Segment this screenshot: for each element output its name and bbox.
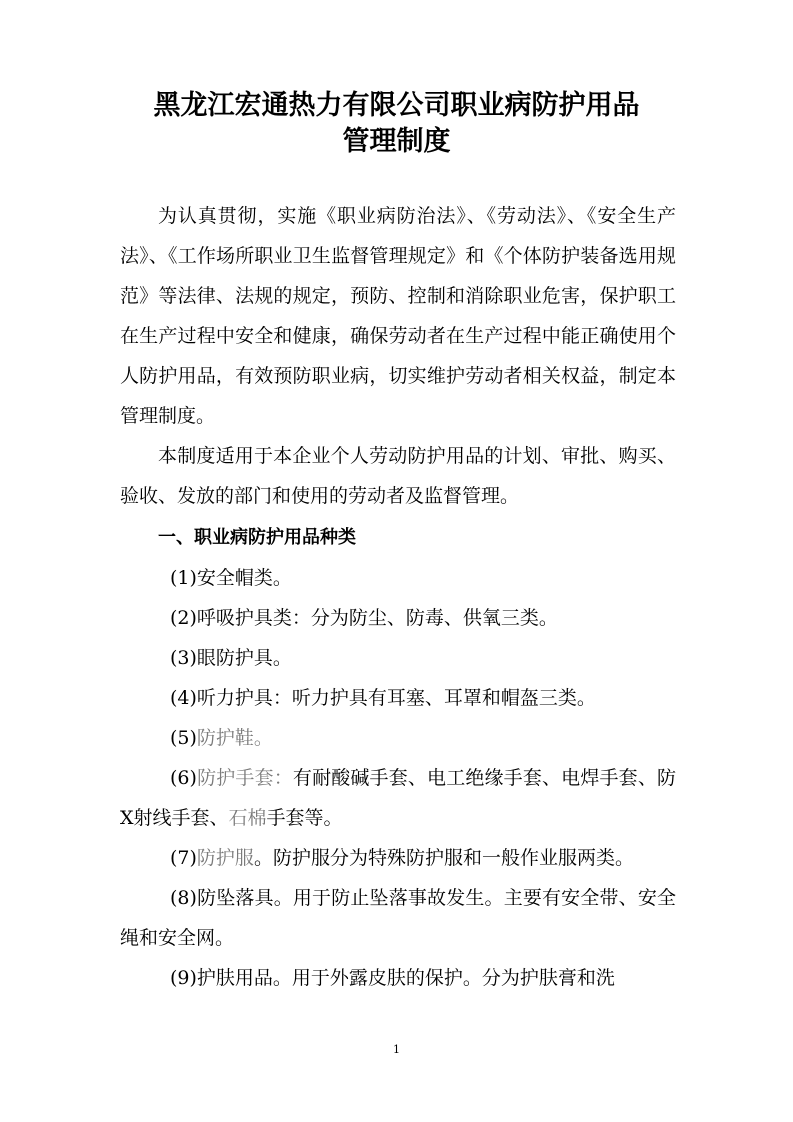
list-item-7-label: 防护服 xyxy=(196,847,254,869)
document-title xyxy=(0,88,793,160)
list-item-6-asbestos: 石棉 xyxy=(228,807,267,829)
section-heading-1: 一、职业病防护用品种类 xyxy=(158,527,356,548)
list-item-1: (1)安全帽类。 xyxy=(170,567,292,589)
list-item-7-text: 。防护服分为特殊防护服和一般作业服两类。 xyxy=(253,847,634,869)
intro-paragraph: 为认真贯彻，实施《职业病防治法》、《劳动法》、《安全生产法》、《工作场所职业卫生监督管理规定》和《个体防护装备选用规范》等法律、法规的规定，预防、控制和消除职业危害，保护职工在生产过程中安全和健康，确保劳动者在生产过程中能正确使用个人防护用品，有效预防职业病，切实维护劳动者相关权益，制定本管理制度。 xyxy=(120,205,676,427)
list-item-4: (4)听力护具：听力护具有耳塞、耳罩和帽盔三类。 xyxy=(170,687,596,709)
list-item-6 xyxy=(120,758,676,838)
list-item-8: (8)防坠落具。用于防止坠落事故发生。主要有安全带、安全绳和安全网。 xyxy=(120,887,676,949)
title-line-2: 管理制度 xyxy=(342,126,451,157)
list-item-5-text: 防护鞋。 xyxy=(196,727,273,749)
list-item-7 xyxy=(120,838,676,878)
list-item-6-text-a: 有耐酸碱手套、电工绝缘手套、电焊手套、防X射线手套、 xyxy=(120,767,676,829)
title-line-1: 黑龙江宏通热力有限公司职业病防护用品 xyxy=(153,90,640,121)
page-number: 1 xyxy=(393,1043,400,1056)
list-item-2: (2)呼吸护具类：分为防尘、防毒、供氧三类。 xyxy=(170,607,558,629)
document-body xyxy=(120,196,676,998)
list-item-7-number: (7) xyxy=(170,847,197,869)
list-item-6-label: 防护手套： xyxy=(196,767,293,789)
list-item-9: (9)护肤用品。用于外露皮肤的保护。分为护肤膏和洗 xyxy=(170,967,615,989)
list-item-6-text-b: 手套等。 xyxy=(266,807,343,829)
list-item-3: (3)眼防护具。 xyxy=(170,647,292,669)
list-item-6-number: (6) xyxy=(170,767,197,789)
list-item-5 xyxy=(120,718,676,758)
scope-paragraph: 本制度适用于本企业个人劳动防护用品的计划、审批、购买、验收、发放的部门和使用的劳动者及监督管理。 xyxy=(120,445,676,507)
list-item-5-number: (5) xyxy=(170,727,197,749)
